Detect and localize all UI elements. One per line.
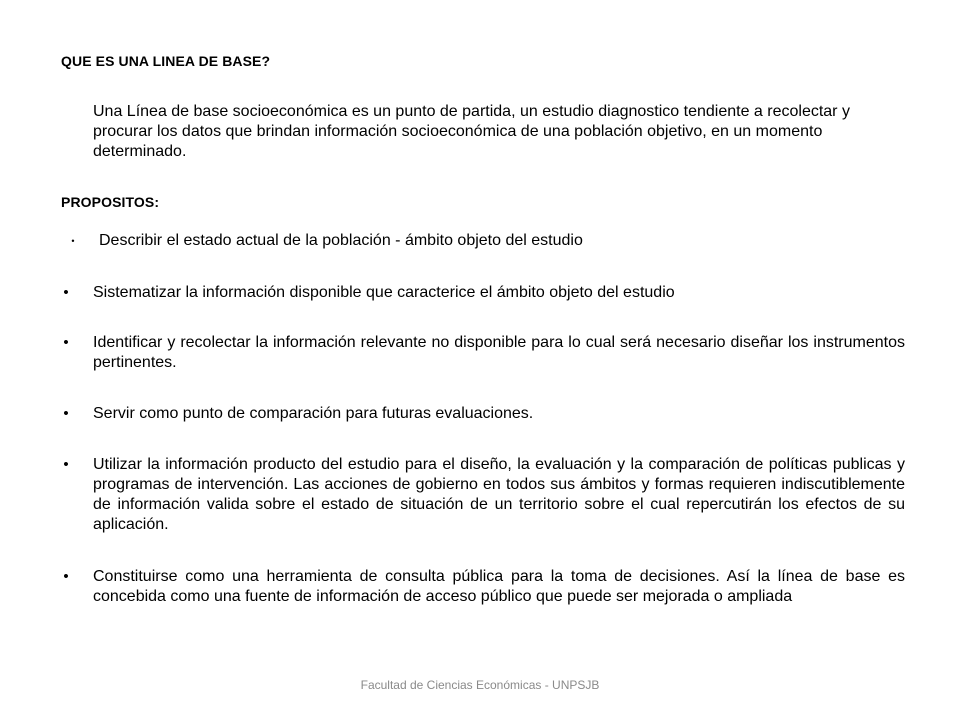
heading-que-es-linea-de-base: QUE ES UNA LINEA DE BASE? [61, 53, 271, 69]
bullet-text: Sistematizar la información disponible que caracterice el ámbito objeto del estudio [93, 284, 675, 301]
bullet-dot-icon: • [63, 568, 69, 585]
bullet-item [63, 283, 905, 303]
heading-propositos: PROPOSITOS: [61, 194, 160, 210]
bullet-dot-icon: • [63, 405, 69, 422]
bullet-item [63, 455, 905, 535]
bullet-item [63, 567, 905, 607]
bullet-dot-icon: • [63, 284, 69, 301]
bullet-text: Constituirse como una herramienta de consulta pública para la toma de decisiones. Así la línea de base es concebida como una fuente de información de acceso público que puede ser mejorada o ampliada [93, 568, 905, 605]
bullet-dot-icon: • [71, 236, 75, 246]
bullet-text: Describir el estado actual de la población - ámbito objeto del estudio [99, 232, 583, 249]
bullet-item [63, 404, 905, 424]
bullet-dot-icon: • [63, 456, 69, 473]
bullet-dot-icon: • [63, 334, 69, 351]
bullet-item [63, 333, 905, 373]
bullet-item [71, 231, 899, 251]
bullet-text: Utilizar la información producto del estudio para el diseño, la evaluación y la comparación de políticas publicas y programas de intervención. Las acciones de gobierno en todos sus ámbitos y formas requieren indiscutiblemente de información valida sobre el estado de situación de un territorio sobre el cual repercutirán los efectos de su aplicación. [93, 456, 905, 533]
footer: Facultad de Ciencias Económicas - UNPSJB [360, 678, 600, 692]
bullet-text: Identificar y recolectar la información relevante no disponible para lo cual será necesario diseñar los instrumentos pertinentes. [93, 334, 905, 371]
bullet-text: Servir como punto de comparación para futuras evaluaciones. [93, 405, 534, 422]
intro-paragraph: Una Línea de base socioeconómica es un punto de partida, un estudio diagnostico tendiente a recolectar y procurar los datos que brindan información socioeconómica de una población objetivo, en un momento determinado. [93, 103, 850, 160]
